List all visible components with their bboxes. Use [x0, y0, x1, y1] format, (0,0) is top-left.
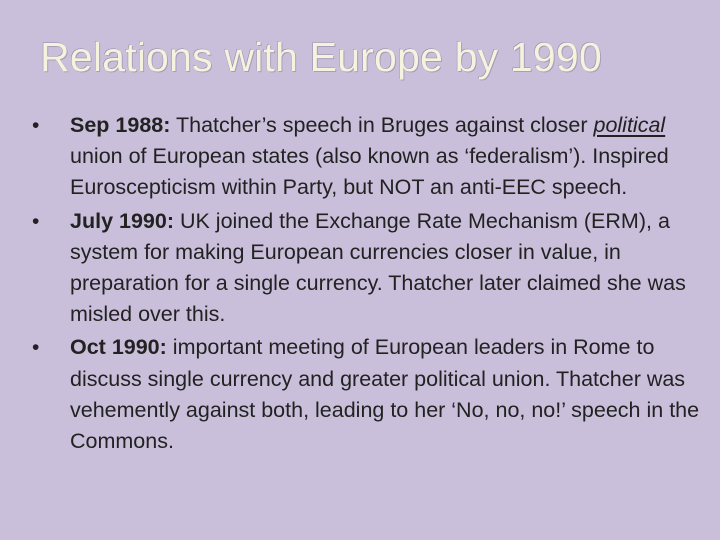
bullet-icon: •: [32, 114, 40, 137]
bullet-text: Thatcher’s speech in Bruges against closer: [170, 113, 594, 137]
bullet-item-oct-1990: [32, 332, 700, 457]
bullet-date-label: Sep 1988:: [70, 113, 171, 137]
bullet-date-label: Oct 1990:: [70, 335, 167, 360]
bullet-item-sep-1988: [32, 110, 700, 204]
bullet-text: important meeting of European leaders in Rome to discuss single currency and greater political union. Thatcher was vehemently against both, leading to her ‘No, no, no!’ speech in the Commons.: [70, 335, 700, 454]
bullet-list: [32, 110, 700, 459]
bullet-icon: •: [32, 336, 40, 360]
bullet-icon: •: [32, 209, 40, 233]
bullet-item-july-1990: [32, 206, 700, 331]
bullet-text: union of European states (also known as ‘federalism’). Inspired Euroscepticism within Party, but NOT an anti-EEC speech.: [70, 144, 669, 200]
bullet-text: UK joined the Exchange Rate Mechanism (ERM), a system for making European currencies closer in value, in preparation for a single currency. Thatcher later claimed she was misled over this.: [70, 208, 686, 327]
bullet-date-label: July 1990:: [70, 208, 174, 233]
slide-title: Relations with Europe by 1990: [40, 34, 602, 80]
bullet-emphasis: political: [593, 113, 666, 137]
